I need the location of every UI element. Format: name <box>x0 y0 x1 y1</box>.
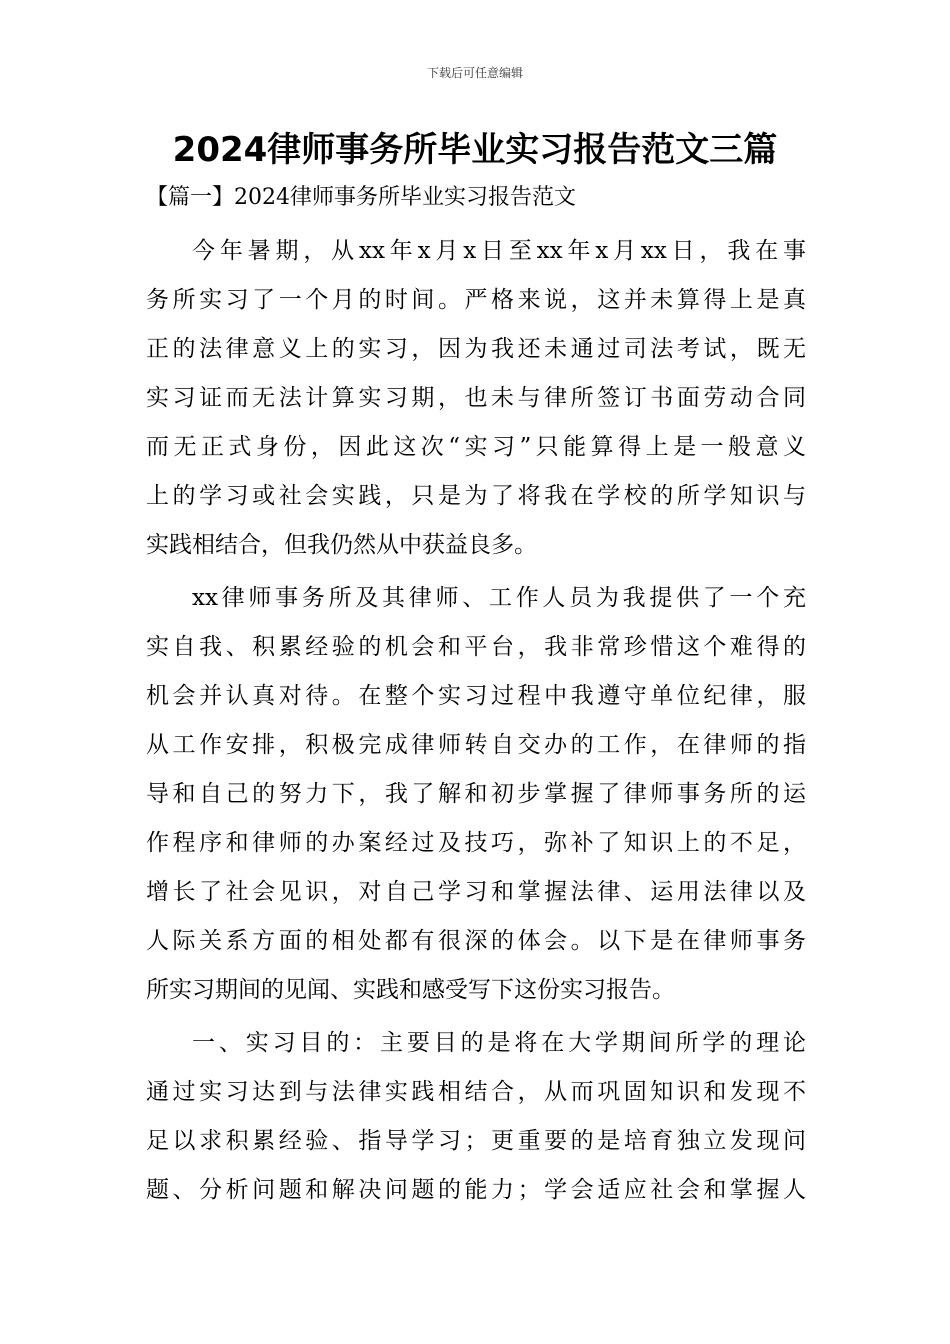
paragraph-3 <box>146 1019 806 1215</box>
section-heading: 【篇一】2024律师事务所毕业实习报告范文 <box>146 185 576 210</box>
text-line: 上的学习或社会实践，只是为了将我在学校的所学知识与 <box>146 483 806 509</box>
text-line: 所实习期间的见闻、实践和感受写下这份实习报告。 <box>146 977 675 1003</box>
text-line: 实习证而无法计算实习期，也未与律所签订书面劳动合同 <box>146 385 806 411</box>
text-line: 正的法律意义上的实习，因为我还未通过司法考试，既无 <box>146 336 806 362</box>
text-line: 人际关系方面的相处都有很深的体会。以下是在律师事务 <box>146 928 806 954</box>
text-line: 增长了社会见识，对自己学习和掌握法律、运用法律以及 <box>146 879 806 905</box>
text-line: 务所实习了一个月的时间。严格来说，这并未算得上是真 <box>146 287 806 313</box>
paragraph-1 <box>146 227 806 570</box>
text-line: 今年暑期，从xx年x月x日至xx年x月xx日，我在事 <box>192 238 806 264</box>
text-line: xx律师事务所及其律师、工作人员为我提供了一个充 <box>192 585 806 611</box>
text-line: 机会并认真对待。在整个实习过程中我遵守单位纪律，服 <box>146 683 806 709</box>
text-line: 从工作安排，积极完成律师转自交办的工作，在律师的指 <box>146 732 806 758</box>
text-line: 通过实习达到与法律实践相结合，从而巩固知识和发现不 <box>146 1079 806 1105</box>
text-line: 导和自己的努力下，我了解和初步掌握了律师事务所的运 <box>146 781 806 807</box>
header-note: 下载后可任意编辑 <box>426 66 523 80</box>
text-line: 题、分析问题和解决问题的能力；学会适应社会和掌握人 <box>146 1177 806 1203</box>
paragraph-2 <box>146 574 806 1015</box>
text-line: 一、实习目的：主要目的是将在大学期间所学的理论 <box>192 1030 806 1056</box>
text-line: 实自我、积累经验的机会和平台，我非常珍惜这个难得的 <box>146 634 806 660</box>
text-line: 而无正式身份，因此这次“实习”只能算得上是一般意义 <box>146 434 806 460</box>
text-line: 实践相结合，但我仍然从中获益良多。 <box>146 532 537 558</box>
text-line: 作程序和律师的办案经过及技巧，弥补了知识上的不足， <box>146 830 806 856</box>
text-line: 足以求积累经验、指导学习；更重要的是培育独立发现问 <box>146 1128 806 1154</box>
body-text <box>146 227 806 1215</box>
document-title: 2024律师事务所毕业实习报告范文三篇 <box>172 130 778 170</box>
